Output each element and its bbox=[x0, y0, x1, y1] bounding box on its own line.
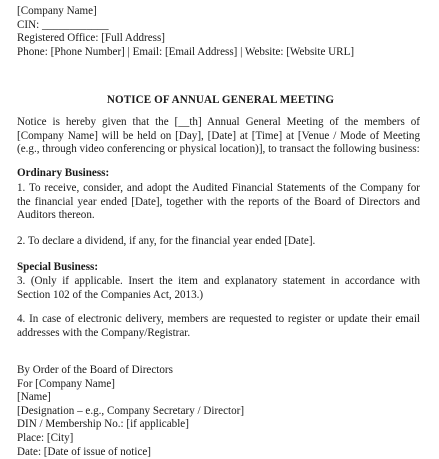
signature-block bbox=[17, 364, 244, 459]
ordinary-business-heading: Ordinary Business: bbox=[17, 167, 110, 179]
membership-number: DIN / Membership No.: [if applicable] bbox=[17, 418, 189, 431]
place-line: Place: [City] bbox=[17, 431, 74, 444]
company-header bbox=[17, 5, 354, 59]
cin-field: CIN: ____________ bbox=[17, 18, 109, 31]
signatory-designation: [Designation – e.g., Company Secretary / Director] bbox=[17, 404, 245, 417]
for-company-line: For [Company Name] bbox=[17, 377, 115, 390]
contact-details: Phone: [Phone Number] | Email: [Email Address] | Website: [Website URL] bbox=[17, 45, 355, 58]
agenda-item-3: 3. (Only if applicable. Insert the item and explanatory statement in accordance with Section 102 of the Companies Act, 2013.) bbox=[17, 275, 420, 301]
notice-intro: Notice is hereby given that the [__th] Annual General Meeting of the members of [Company Name] will be held on [Day], [Date] at [Time] at [Venue / Mode of Meeting (e.g., through video conferencing or physical location)], to transact the following business: bbox=[17, 116, 420, 156]
agenda-item-1: 1. To receive, consider, and adopt the Audited Financial Statements of the Company for the financial year ended [Date], together with the reports of the Board of Directors and Auditors thereon. bbox=[17, 182, 420, 222]
registered-office: Registered Office: [Full Address] bbox=[17, 32, 165, 45]
special-business-heading: Special Business: bbox=[17, 261, 99, 273]
signatory-name: [Name] bbox=[17, 391, 51, 404]
agenda-item-2: 2. To declare a dividend, if any, for the financial year ended [Date]. bbox=[17, 235, 316, 247]
notice-title: NOTICE OF ANNUAL GENERAL MEETING bbox=[106, 94, 335, 106]
date-line: Date: [Date of issue of notice] bbox=[17, 445, 151, 458]
agenda-item-4: 4. In case of electronic delivery, members are requested to register or update their email addresses with the Company/Registrar. bbox=[17, 313, 420, 339]
by-order-line: By Order of the Board of Directors bbox=[17, 364, 173, 376]
company-name: [Company Name] bbox=[17, 5, 97, 17]
